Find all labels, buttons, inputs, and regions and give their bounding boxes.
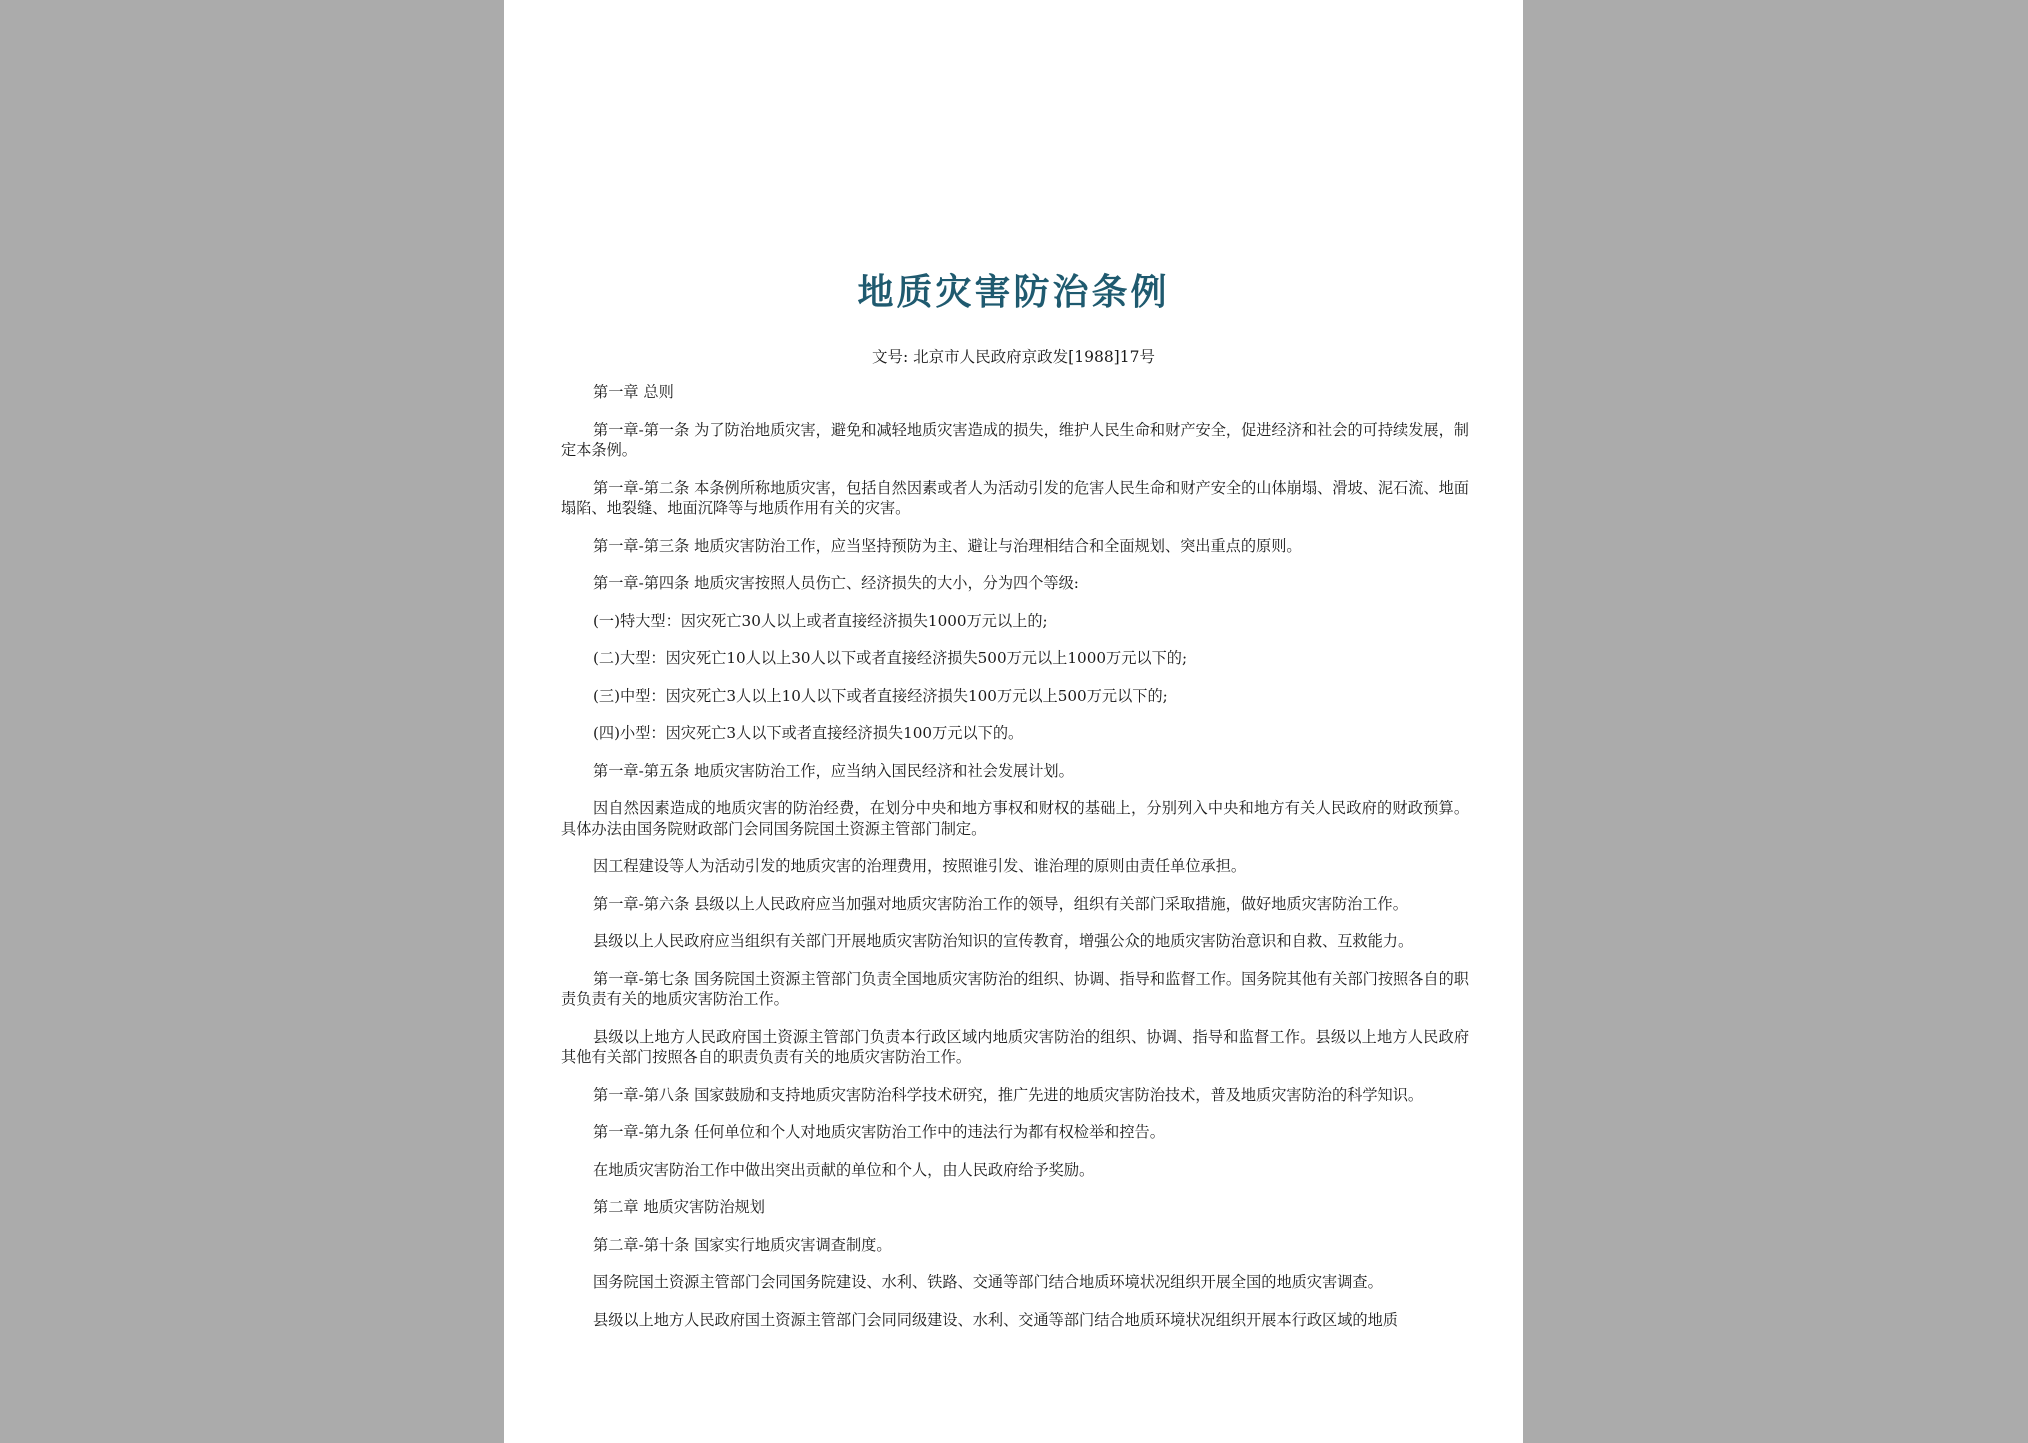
paragraph: 县级以上地方人民政府国土资源主管部门会同同级建设、水利、交通等部门结合地质环境状况组织开展本行政区域的地质: [593, 1310, 1398, 1329]
document-body: [561, 382, 1469, 1347]
paragraph: (三)中型：因灾死亡3人以上10人以下或者直接经济损失100万元以上500万元以下的;: [593, 686, 1168, 705]
paragraph: 第二章 地质灾害防治规划: [593, 1198, 765, 1216]
document-number: 文号: 北京市人民政府京政发[1988]17号: [872, 348, 1155, 366]
paragraph: 因工程建设等人为活动引发的地质灾害的治理费用，按照谁引发、谁治理的原则由责任单位承担。: [593, 857, 1247, 875]
paragraph: 第一章-第二条 本条例所称地质灾害，包括自然因素或者人为活动引发的危害人民生命和财产安全的山体崩塌、滑坡、泥石流、地面塌陷、地裂缝、地面沉降等与地质作用有关的灾害。: [561, 478, 1469, 517]
document-page: [504, 0, 1523, 1443]
paragraph: 县级以上人民政府应当组织有关部门开展地质灾害防治知识的宣传教育，增强公众的地质灾害防治意识和自救、互救能力。: [593, 932, 1414, 950]
paragraph: 第一章 总则: [593, 383, 674, 401]
paragraph: 第一章-第七条 国务院国土资源主管部门负责全国地质灾害防治的组织、协调、指导和监督工作。国务院其他有关部门按照各自的职责负责有关的地质灾害防治工作。: [561, 969, 1469, 1008]
paragraph: 在地质灾害防治工作中做出突出贡献的单位和个人，由人民政府给予奖励。: [593, 1160, 1095, 1179]
paragraph: 第一章-第八条 国家鼓励和支持地质灾害防治科学技术研究，推广先进的地质灾害防治技术，普及地质灾害防治的科学知识。: [593, 1085, 1424, 1104]
paragraph: 县级以上地方人民政府国土资源主管部门负责本行政区域内地质灾害防治的组织、协调、指导和监督工作。县级以上地方人民政府其他有关部门按照各自的职责负责有关的地质灾害防治工作。: [561, 1027, 1469, 1066]
paragraph: 因自然因素造成的地质灾害的防治经费，在划分中央和地方事权和财权的基础上，分别列入中央和地方有关人民政府的财政预算。具体办法由国务院财政部门会同国务院国土资源主管部门制定。: [561, 799, 1469, 838]
paragraph: 国务院国土资源主管部门会同国务院建设、水利、铁路、交通等部门结合地质环境状况组织开展全国的地质灾害调查。: [593, 1273, 1383, 1291]
paragraph: (一)特大型：因灾死亡30人以上或者直接经济损失1000万元以上的;: [593, 611, 1048, 630]
paragraph: 第一章-第一条 为了防治地质灾害，避免和减轻地质灾害造成的损失，维护人民生命和财产安全，促进经济和社会的可持续发展，制定本条例。: [561, 420, 1469, 459]
paragraph: 第一章-第六条 县级以上人民政府应当加强对地质灾害防治工作的领导，组织有关部门采取措施，做好地质灾害防治工作。: [593, 894, 1408, 913]
document-title: 地质灾害防治条例: [857, 271, 1170, 313]
paragraph: (二)大型：因灾死亡10人以上30人以下或者直接经济损失500万元以上1000万元以下的;: [593, 649, 1188, 667]
paragraph: (四)小型：因灾死亡3人以下或者直接经济损失100万元以下的。: [593, 724, 1024, 742]
paragraph: 第一章-第三条 地质灾害防治工作，应当坚持预防为主、避让与治理相结合和全面规划、突出重点的原则。: [593, 536, 1302, 555]
paragraph: 第二章-第十条 国家实行地质灾害调查制度。: [593, 1235, 892, 1254]
paragraph: 第一章-第九条 任何单位和个人对地质灾害防治工作中的违法行为都有权检举和控告。: [593, 1123, 1165, 1141]
paragraph: 第一章-第四条 地质灾害按照人员伤亡、经济损失的大小，分为四个等级:: [593, 574, 1079, 592]
paragraph: 第一章-第五条 地质灾害防治工作，应当纳入国民经济和社会发展计划。: [593, 761, 1074, 780]
